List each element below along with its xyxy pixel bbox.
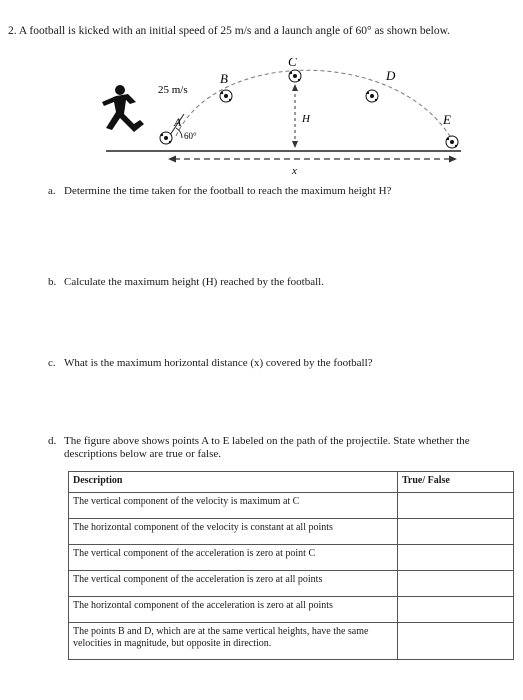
part-c-letter: c. bbox=[48, 357, 56, 369]
row-answer-cell[interactable] bbox=[398, 519, 514, 545]
height-label: H bbox=[302, 113, 310, 125]
table-row bbox=[69, 571, 514, 597]
speed-label: 25 m/s bbox=[158, 84, 188, 96]
part-b-letter: b. bbox=[48, 276, 57, 288]
trajectory-path bbox=[176, 70, 451, 138]
distance-arrow-right-head bbox=[449, 156, 457, 163]
table-row bbox=[69, 597, 514, 623]
part-c bbox=[48, 357, 373, 369]
row-answer-cell[interactable] bbox=[398, 545, 514, 571]
row-answer-cell[interactable] bbox=[398, 571, 514, 597]
row-description: The horizontal component of the acceleration is zero at all points bbox=[69, 597, 398, 623]
football-d bbox=[366, 90, 378, 102]
football-a bbox=[160, 132, 172, 144]
football-b bbox=[220, 90, 232, 102]
football-c bbox=[289, 70, 301, 82]
table-row bbox=[69, 623, 514, 660]
part-a bbox=[48, 185, 391, 197]
table-header-row bbox=[69, 472, 514, 493]
projectile-diagram bbox=[96, 58, 466, 176]
true-false-table bbox=[68, 471, 514, 660]
height-arrow-top-head bbox=[292, 84, 298, 91]
row-description: The points B and D, which are at the same vertical heights, have the same velocities in magnitude, but opposite in direction. bbox=[69, 623, 398, 660]
football-e bbox=[446, 136, 458, 148]
row-description: The vertical component of the acceleration is zero at all points bbox=[69, 571, 398, 597]
part-b bbox=[48, 276, 324, 288]
part-a-text: Determine the time taken for the football to reach the maximum height H? bbox=[64, 185, 392, 197]
point-label-a: A bbox=[174, 115, 182, 129]
angle-label: 60° bbox=[184, 131, 197, 141]
table-row bbox=[69, 519, 514, 545]
header-answer: True/ False bbox=[398, 472, 514, 493]
part-d-text: The figure above shows points A to E labeled on the path of the projectile. State whether the descriptions below are true or false. bbox=[64, 435, 470, 460]
kicker-silhouette bbox=[102, 85, 144, 132]
distance-arrow-left-head bbox=[168, 156, 176, 163]
row-answer-cell[interactable] bbox=[398, 623, 514, 660]
row-description: The vertical component of the acceleration is zero at point C bbox=[69, 545, 398, 571]
point-label-b: B bbox=[220, 71, 228, 86]
part-d bbox=[48, 435, 508, 461]
height-arrow-bottom-head bbox=[292, 141, 298, 148]
part-c-text: What is the maximum horizontal distance (x) covered by the football? bbox=[64, 357, 373, 369]
row-description: The vertical component of the velocity is maximum at C bbox=[69, 493, 398, 519]
row-answer-cell[interactable] bbox=[398, 493, 514, 519]
part-d-letter: d. bbox=[48, 435, 57, 447]
point-label-c: C bbox=[288, 58, 297, 69]
part-a-letter: a. bbox=[48, 185, 56, 197]
point-label-e: E bbox=[443, 112, 451, 127]
table-row bbox=[69, 545, 514, 571]
part-b-text: Calculate the maximum height (H) reached by the football. bbox=[64, 276, 324, 288]
table-row bbox=[69, 493, 514, 519]
distance-label: x bbox=[292, 165, 297, 176]
row-description: The horizontal component of the velocity is constant at all points bbox=[69, 519, 398, 545]
point-label-d: D bbox=[386, 68, 396, 83]
header-description: Description bbox=[69, 472, 398, 493]
row-answer-cell[interactable] bbox=[398, 597, 514, 623]
question-title: 2. A football is kicked with an initial speed of 25 m/s and a launch angle of 60° as shown below. bbox=[8, 25, 451, 37]
